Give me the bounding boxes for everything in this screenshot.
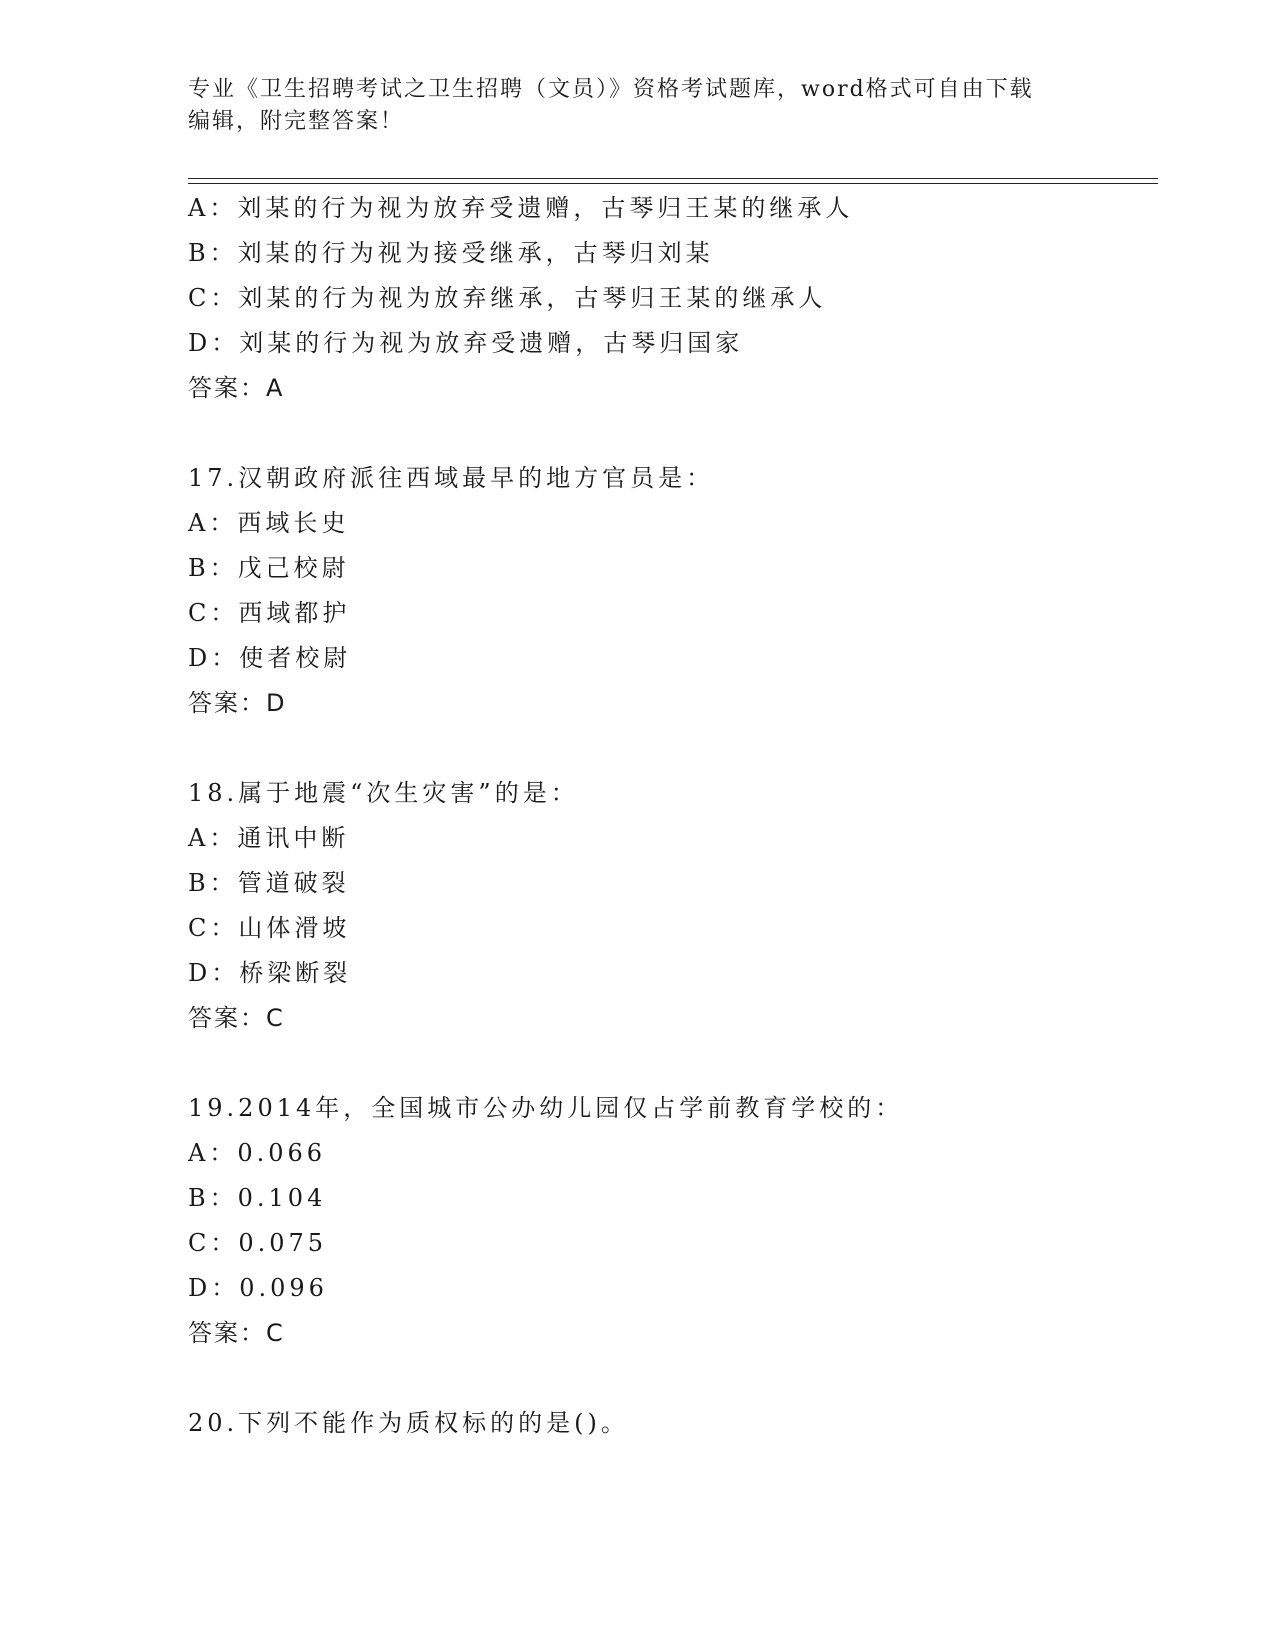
q16-option-d: D：刘某的行为视为放弃受遗赠，古琴归国家 — [188, 329, 744, 357]
q18-option-a: A：通讯中断 — [188, 824, 350, 852]
header-line-1: 专业《卫生招聘考试之卫生招聘（文员）》资格考试题库，word格式可自由下载 — [188, 77, 1034, 102]
document-header — [188, 74, 1088, 138]
q20-question: 20.下列不能作为质权标的的是()。 — [188, 1409, 629, 1437]
q19-option-b: B：0.104 — [188, 1184, 327, 1212]
q19-question: 19.2014年，全国城市公办幼儿园仅占学前教育学校的： — [188, 1094, 904, 1122]
q19-answer: 答案：C — [188, 1319, 285, 1347]
q19-option-a: A：0.066 — [188, 1139, 327, 1167]
q16-option-a: A：刘某的行为视为放弃受遗赠，古琴归王某的继承人 — [188, 194, 854, 222]
q17-question: 17.汉朝政府派往西域最早的地方官员是： — [188, 464, 715, 492]
q17-option-b: B：戊己校尉 — [188, 554, 350, 582]
q18-answer: 答案：C — [188, 1004, 285, 1032]
q17-option-c: C：西域都护 — [188, 599, 351, 627]
q18-option-c: C：山体滑坡 — [188, 914, 351, 942]
q16-option-c: C：刘某的行为视为放弃继承，古琴归王某的继承人 — [188, 284, 827, 312]
q19-option-c: C：0.075 — [188, 1229, 328, 1257]
q17-option-a: A：西域长史 — [188, 509, 350, 537]
q16-option-b: B：刘某的行为视为接受继承，古琴归刘某 — [188, 239, 714, 267]
header-divider-top — [188, 178, 1158, 179]
q18-option-b: B：管道破裂 — [188, 869, 350, 897]
header-divider-bottom — [188, 183, 1158, 184]
header-line-2: 编辑，附完整答案！ — [188, 109, 405, 134]
q17-answer: 答案：D — [188, 689, 287, 717]
q17-option-d: D：使者校尉 — [188, 644, 352, 672]
q18-question: 18.属于地震“次生灾害”的是： — [188, 779, 579, 807]
q18-option-d: D：桥梁断裂 — [188, 959, 352, 987]
q16-answer: 答案：A — [188, 374, 285, 402]
q19-option-d: D：0.096 — [188, 1274, 328, 1302]
